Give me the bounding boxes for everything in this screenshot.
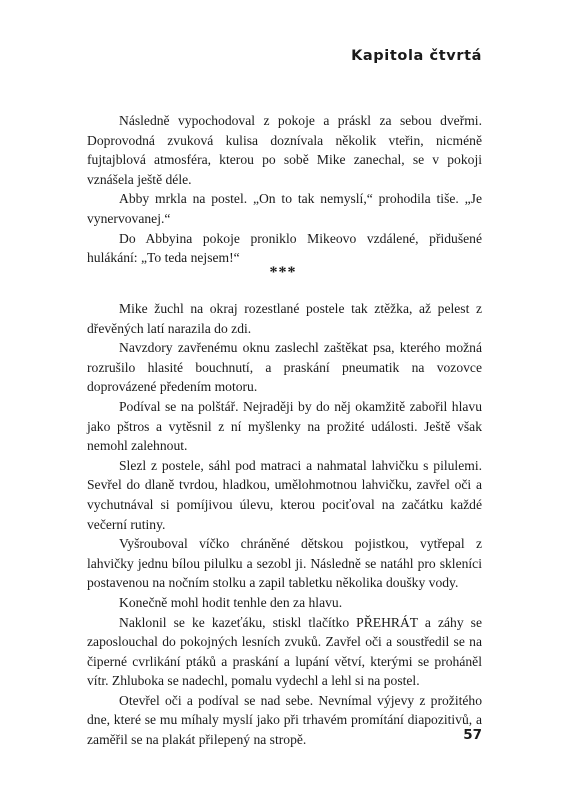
paragraph: Konečně mohl hodit tenhle den za hlavu. [119,594,343,610]
text-section-1 [87,111,482,268]
paragraph: Otevřel oči a podíval se nad sebe. Nevnímal výjevy z prožitého dne, které se mu míhaly myslí jako při trhavém promítání diapozitivů, a zaměřil se na plakát přilepený na stropě. [87,692,482,748]
section-separator: *** [269,264,297,281]
paragraph: Podíval se na polštář. Nejraději by do něj okamžitě zabořil hlavu jako pštros a vytěsnil z ní myšlenky na prožité události. Ještě však nemohl zalehnout. [87,398,482,454]
paragraph: Do Abbyina pokoje proniklo Mikeovo vzdálené, přidušené hulákání: „To teda nejsem!“ [87,230,482,266]
paragraph: Vyšrouboval víčko chráněné dětskou pojistkou, vytřepal z lahvičky jednu bílou pilulku a sezobl ji. Následně se natáhl pro skleníci postavenou na nočním stolku a zapil tabletku několika doušky vody. [87,536,482,591]
paragraph: Navzdory zavřenému oknu zaslechl zaštěkat psa, kterého možná rozrušilo hlasité bouchnutí, a praskání pneumatik na vozovce doprovázené předením motoru. [87,340,482,395]
text-section-2 [87,299,482,750]
paragraph: Abby mrkla na postel. „On to tak nemyslí,“ prohodila tiše. „Je vynervovanej.“ [87,191,482,226]
paragraph: Mike žuchl na okraj rozestlané postele tak ztěžka, až pelest z dřevěných latí narazila do zdi. [87,301,482,336]
chapter-title: Kapitola čtvrtá [351,48,482,64]
paragraph: Slezl z postele, sáhl pod matraci a nahmatal lahvičku s pilulemi. Sevřel do dlaně tvrdou, hladkou, umělohmotnou lahvičku, zavřel oči a vychutnával si pomíjivou úlevu, kterou pociťoval na začátku každé večerní rutiny. [87,457,482,532]
paragraph: Naklonil se ke kazeťáku, stiskl tlačítko PŘEHRÁT a záhy se zaposlouchal do pokojných lesních zvuků. Zavřel oči a soustředil se na čiperné cvrlikání ptáků a praskání a lupání větví, kterými se proháněl vítr. Zhluboka se nadechl, pomalu vydechl a lehl si na postel. [87,614,482,689]
page-number: 57 [463,727,482,743]
paragraph: Následně vypochodoval z pokoje a práskl za sebou dveřmi. Doprovodná zvuková kulisa doznívala několik vteřin, nicméně fujtajblová atmosféra, kterou po sobě Mike zanechal, se v pokoji vznášela ještě déle. [87,113,482,187]
